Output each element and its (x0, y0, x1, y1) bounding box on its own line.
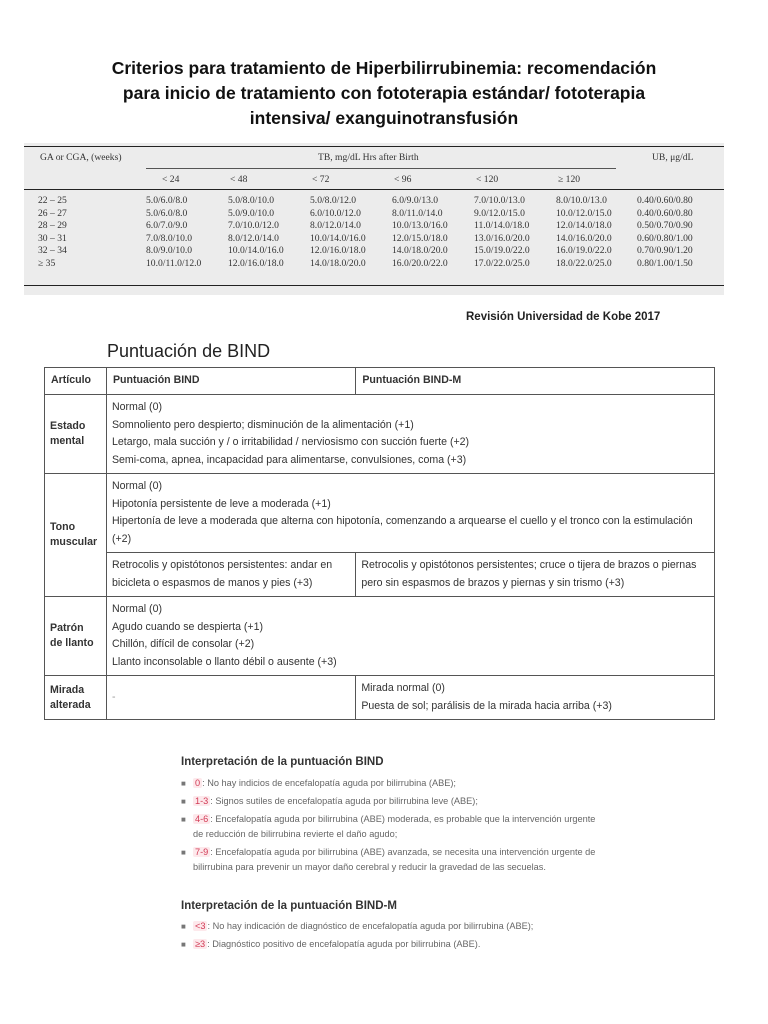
tb-value-cell: 12.0/16.0/18.0 (310, 245, 366, 256)
list-item (181, 919, 601, 934)
score-line: Normal (0) (111, 480, 162, 492)
interpretation-text: : Encefalopatía aguda por bilirrubina (ABE) avanzada, se necesita una intervención urgente de bilirrubina para prevenir un mayor daño cerebral y reducir la gravedad de las secuelas. (193, 847, 596, 872)
source-citation: Revisión Universidad de Kobe 2017 (466, 311, 661, 323)
hour-header: ≥ 120 (558, 174, 581, 185)
tb-value-cell: 5.0/8.0/10.0 (228, 195, 275, 206)
list-item (181, 776, 601, 791)
score-line: Somnoliento pero despierto; disminución de la alimentación (+1) (111, 418, 414, 431)
bullet-icon: ■ (181, 848, 186, 857)
item-label-line: Mirada (50, 683, 85, 696)
table-row (24, 258, 724, 270)
hour-header: < 96 (394, 174, 412, 185)
tb-threshold-table (24, 143, 724, 295)
tb-header: TB, mg/dL Hrs after Birth (318, 152, 419, 163)
interpretation-text: : Signos sutiles de encefalopatía aguda por bilirrubina leve (ABE); (210, 796, 478, 806)
score-line: Puesta de sol; parálisis de la mirada hacia arriba (+3) (361, 699, 612, 712)
score-badge: 1-3 (195, 796, 209, 806)
score-line: Hipotonía persistente de leve a moderada (+1) (111, 497, 331, 510)
gaze-bind: - (106, 676, 355, 720)
tb-value-cell: 14.0/16.0/20.0 (556, 232, 612, 244)
tb-value-cell: 7.0/10.0/13.0 (474, 195, 525, 206)
bullet-icon: ■ (181, 922, 186, 931)
title-line: para inicio de tratamiento con fototerapia estándar/ fototerapia (122, 83, 646, 103)
bullet-icon: ■ (181, 779, 186, 788)
column-header: Puntuación BIND-M (356, 368, 715, 395)
interpretation-text: : Diagnóstico positivo de encefalopatía aguda por bilirrubina (ABE). (207, 939, 481, 949)
table-row-tone (45, 474, 715, 553)
list-item (181, 937, 601, 952)
bullet-icon: ■ (181, 815, 186, 824)
interpretation-text: : No hay indicios de encefalopatía aguda por bilirrubina (ABE); (202, 778, 456, 788)
tb-value-cell: 10.0/13.0/16.0 (392, 220, 448, 231)
item-label-line: de llanto (50, 637, 94, 649)
tb-value-cell: 10.0/14.0/16.0 (228, 245, 284, 256)
cry-scores (106, 597, 714, 676)
table-header-row (45, 368, 715, 395)
interpretation-bind-heading: Interpretación de la puntuación BIND (181, 756, 384, 768)
title-line: intensiva/ exanguinotransfusión (249, 108, 519, 128)
tb-value-cell: 5.0/9.0/10.0 (228, 207, 275, 219)
table-row-tone-plus3 (45, 553, 715, 597)
tb-value-cell: 14.0/18.0/20.0 (310, 257, 366, 269)
table-row-cry (45, 597, 715, 676)
table-subrule (146, 168, 616, 169)
item-label-line: Patrón (50, 622, 84, 634)
tb-value-cell: 12.0/15.0/18.0 (392, 232, 448, 244)
tb-value-cell: 18.0/22.0/25.0 (556, 257, 612, 269)
gaze-bind-m (356, 676, 715, 720)
tb-value-cell: 5.0/6.0/8.0 (146, 195, 188, 206)
tb-value-cell: 12.0/16.0/18.0 (228, 257, 284, 269)
tone-scores (106, 474, 714, 553)
tb-value-cell: 16.0/19.0/22.0 (556, 245, 612, 256)
score-badge: 7-9 (195, 847, 209, 857)
item-label-line: mental (50, 435, 85, 447)
score-line: Normal (0) (111, 401, 162, 413)
score-badge: <3 (195, 921, 206, 931)
tb-value-cell: 9.0/12.0/15.0 (474, 207, 525, 219)
tb-value-cell: 17.0/22.0/25.0 (474, 257, 530, 269)
score-line: Llanto inconsolable o llanto débil o ausente (+3) (111, 655, 337, 668)
tb-value-cell: 5.0/6.0/8.0 (146, 207, 188, 219)
score-line: Normal (0) (111, 603, 162, 615)
table-rule (24, 146, 724, 147)
tb-value-cell: 8.0/9.0/10.0 (146, 245, 193, 256)
tone-bind-m-plus3: Retrocolis y opistótonos persistentes; cruce o tijera de brazos o piernas pero sin espasmos de brazos y piernas y sin trismo (+3) (356, 553, 715, 597)
list-item (181, 845, 601, 875)
page-title (60, 56, 708, 131)
bullet-icon: ■ (181, 797, 186, 806)
ub-value-cell: 0.60/0.80/1.00 (637, 232, 693, 244)
score-line: Letargo, mala succión y / o irritabilidad / nerviosismo con succión fuerte (+2) (111, 436, 470, 448)
tb-value-cell: 8.0/12.0/14.0 (228, 232, 279, 244)
tb-value-cell: 15.0/19.0/22.0 (474, 245, 530, 256)
ub-value-cell: 0.40/0.60/0.80 (637, 195, 693, 206)
table-rule (24, 189, 724, 190)
tb-value-cell: 10.0/11.0/12.0 (146, 257, 202, 269)
item-label (45, 474, 107, 597)
ga-cell: ≥ 35 (38, 257, 56, 269)
tb-value-cell: 10.0/12.0/15.0 (556, 207, 612, 219)
bind-table (44, 367, 715, 720)
tb-value-cell: 6.0/10.0/12.0 (310, 207, 361, 219)
item-label-line: muscular (50, 536, 98, 548)
table-row-mental (45, 395, 715, 474)
tb-value-cell: 13.0/16.0/20.0 (474, 232, 530, 244)
item-label-line: Estado (50, 420, 86, 432)
interpretation-bind-m-list (181, 919, 601, 955)
ub-value-cell: 0.70/0.90/1.20 (637, 245, 693, 256)
score-line: Agudo cuando se despierta (+1) (111, 620, 264, 633)
ub-value-cell: 0.50/0.70/0.90 (637, 220, 693, 231)
interpretation-text: : Encefalopatía aguda por bilirrubina (ABE) moderada, es probable que la intervención urgente de reducción de bilirrubina revierte el daño agudo; (193, 814, 596, 839)
item-label (45, 676, 107, 720)
item-label (45, 395, 107, 474)
tb-value-cell: 10.0/14.0/16.0 (310, 232, 366, 244)
score-line: Mirada normal (0) (361, 682, 445, 694)
table-row (24, 208, 724, 220)
tb-value-cell: 7.0/10.0/12.0 (228, 220, 279, 231)
table-rule (24, 285, 724, 286)
mental-scores (106, 395, 714, 474)
tb-value-cell: 11.0/14.0/18.0 (474, 220, 530, 231)
ub-value-cell: 0.80/1.00/1.50 (637, 257, 693, 269)
score-line: Semi-coma, apnea, incapacidad para alimentarse, convulsiones, coma (+3) (111, 453, 467, 466)
tb-value-cell: 12.0/14.0/18.0 (556, 220, 612, 231)
hour-header: < 48 (230, 174, 248, 185)
tb-value-cell: 6.0/9.0/13.0 (392, 195, 439, 206)
ga-cell: 22 – 25 (38, 195, 67, 206)
tb-value-cell: 14.0/18.0/20.0 (392, 245, 448, 256)
bind-heading: Puntuación de BIND (107, 341, 271, 361)
score-badge: 0 (195, 778, 201, 788)
table-row (24, 220, 724, 232)
list-item (181, 794, 601, 809)
item-label-line: Tono (50, 521, 76, 533)
score-line: Hipertonía de leve a moderada que alterna con hipotonía, comenzando a arquearse el cuello y el tronco con la estimulación (+2) (111, 515, 693, 545)
score-line: Chillón, difícil de consolar (+2) (111, 638, 255, 650)
tb-value-cell: 8.0/10.0/13.0 (556, 195, 607, 206)
score-badge: 4-6 (195, 814, 209, 824)
interpretation-bind-m-heading: Interpretación de la puntuación BIND-M (181, 900, 397, 912)
tb-value-cell: 7.0/8.0/10.0 (146, 232, 193, 244)
table-row (24, 245, 724, 257)
ub-value-cell: 0.40/0.60/0.80 (637, 207, 693, 219)
hour-header: < 72 (312, 174, 330, 185)
list-item (181, 812, 601, 842)
table-row (24, 195, 724, 207)
score-badge: ≥3 (195, 939, 206, 949)
table-row (24, 233, 724, 245)
ga-cell: 30 – 31 (38, 232, 67, 244)
column-header: Artículo (45, 368, 107, 395)
item-label (45, 597, 107, 676)
tb-value-cell: 5.0/8.0/12.0 (310, 195, 357, 206)
hour-header: < 120 (476, 174, 499, 185)
tone-bind-plus3: Retrocolis y opistótonos persistentes: andar en bicicleta o espasmos de manos y pies (+3) (106, 553, 355, 597)
ga-header: GA or CGA, (weeks) (40, 152, 122, 163)
title-line: Criterios para tratamiento de Hiperbilirrubinemia: recomendación (111, 58, 657, 78)
ga-cell: 32 – 34 (38, 245, 67, 256)
ga-cell: 28 – 29 (38, 220, 67, 231)
table-row-gaze (45, 676, 715, 720)
tb-value-cell: 8.0/12.0/14.0 (310, 220, 361, 231)
ub-header: UB, μg/dL (652, 152, 694, 163)
tb-value-cell: 16.0/20.0/22.0 (392, 257, 448, 269)
ga-cell: 26 – 27 (38, 207, 67, 219)
column-header: Puntuación BIND (106, 368, 355, 395)
item-label-line: alterada (50, 698, 91, 711)
hour-header: < 24 (162, 174, 180, 185)
tb-value-cell: 8.0/11.0/14.0 (392, 207, 443, 219)
interpretation-bind-list (181, 776, 601, 878)
interpretation-text: : No hay indicación de diagnóstico de encefalopatía aguda por bilirrubina (ABE); (207, 921, 534, 931)
bullet-icon: ■ (181, 940, 186, 949)
tb-value-cell: 6.0/7.0/9.0 (146, 220, 188, 231)
